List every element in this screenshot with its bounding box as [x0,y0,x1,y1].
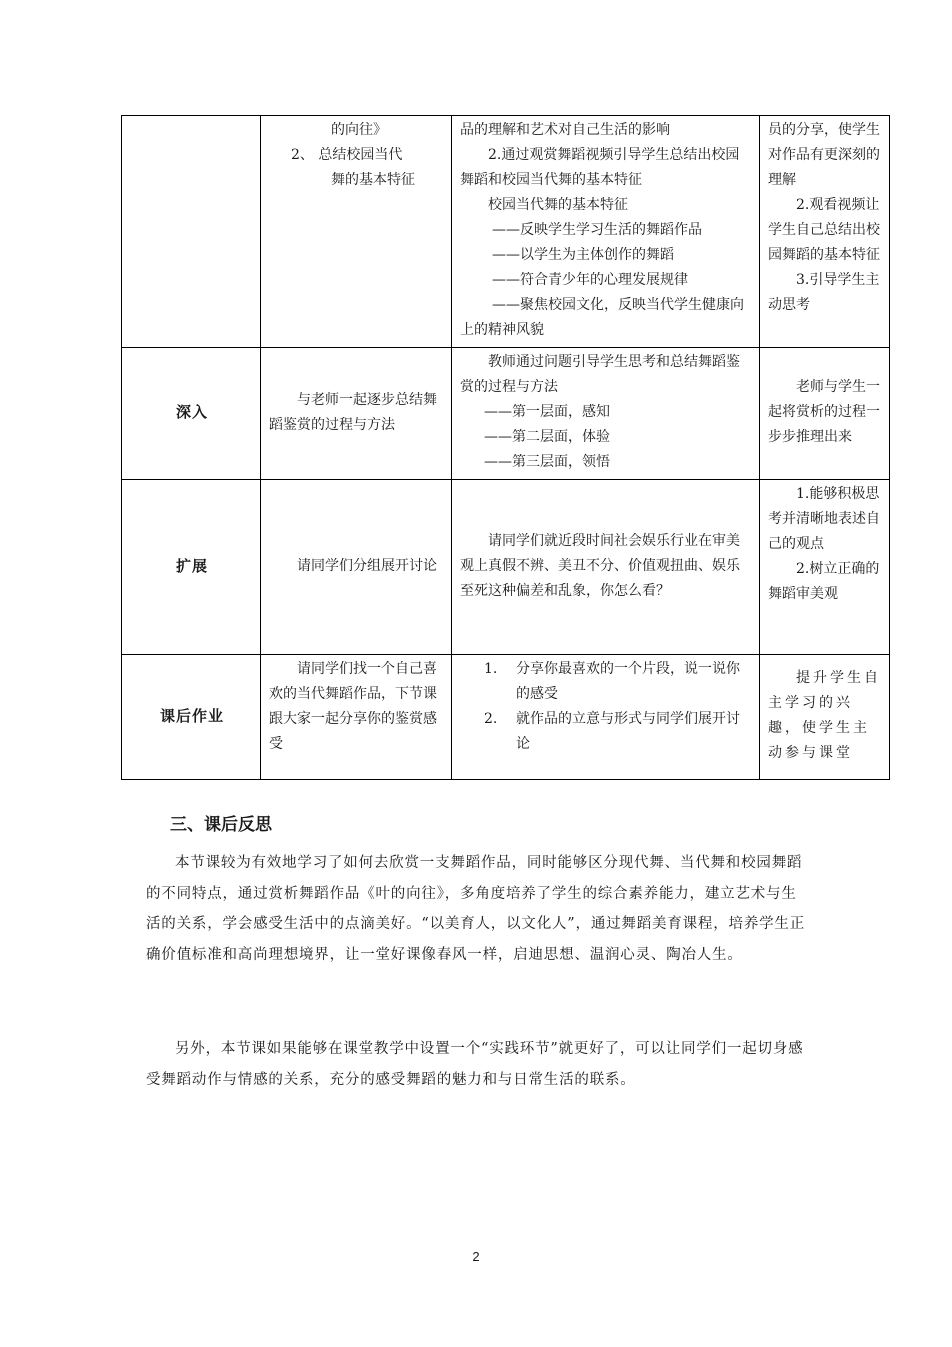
homework-item [460,657,753,707]
homework-item-text: 就作品的立意与形式与同学们展开讨论 [516,711,740,752]
student-activity-cell: 请同学们分组展开讨论 [261,480,452,655]
design-intent-cell: 提升学生自主学习的兴趣，使学生主动参与课堂 [760,655,890,780]
teacher-line: 2.通过观赏舞蹈视频引导学生总结出校园舞蹈和校园当代舞的基本特征 [460,147,740,188]
teacher-bullet: ——第一层面，感知 [484,404,610,420]
teacher-activity-cell: 请同学们就近段时间社会娱乐行业在审美观上真假不辨、美丑不分、价值观扭曲、娱乐至死这种偏差和乱象，你怎么看？ [452,480,760,655]
teacher-activity-cell [452,348,760,480]
student-activity-cell: 请同学们找一个自己喜欢的当代舞蹈作品，下节课跟大家一起分享你的鉴赏感受 [261,655,452,780]
student-activity-cell [261,116,452,348]
stage-cell: 扩展 [122,480,261,655]
design-intent-cell [760,480,890,655]
teacher-bullet: ——聚焦校园文化，反映当代学生健康向上的精神风貌 [460,297,744,338]
table-row [122,116,890,348]
intent-line: 2.树立正确的舞蹈审美观 [768,561,880,602]
teacher-activity-cell [452,116,760,348]
stage-cell: 深入 [122,348,261,480]
teacher-activity-cell [452,655,760,780]
student-line: 舞的基本特征 [331,172,415,188]
table-row [122,348,890,480]
homework-item-number: 1. [484,661,498,677]
teacher-bullet: ——第二层面，体验 [484,429,610,445]
intent-line: 员的分享，使学生对作品有更深刻的理解 [768,122,880,188]
design-intent-cell: 老师与学生一起将赏析的过程一步步推理出来 [760,348,890,480]
homework-item [460,707,753,757]
teacher-bullet: ——符合青少年的心理发展规律 [492,272,688,288]
intent-line: 1.能够积极思考并清晰地表述自己的观点 [768,486,880,552]
student-activity-cell: 与老师一起逐步总结舞蹈鉴赏的过程与方法 [261,348,452,480]
table-row [122,655,890,780]
teacher-subtitle: 校园当代舞的基本特征 [488,197,628,213]
stage-cell: 课后作业 [122,655,261,780]
teacher-bullet: ——以学生为主体创作的舞蹈 [492,247,674,263]
section-heading: 三、课后反思 [170,815,272,835]
student-line: 的向往》 [331,122,387,138]
teacher-bullet: ——第三层面，领悟 [484,454,610,470]
student-line: 2、 总结校园当代 [291,147,403,163]
page-number: 2 [472,1249,480,1264]
intent-line: 2.观看视频让学生自己总结出校园舞蹈的基本特征 [768,197,880,263]
teacher-line: 品的理解和艺术对自己生活的影响 [460,122,670,138]
reflection-paragraph: 本节课较为有效地学习了如何去欣赏一支舞蹈作品，同时能够区分现代舞、当代舞和校园舞蹈的不同特点，通过赏析舞蹈作品《叶的向往》，多角度培养了学生的综合素养能力，建立艺术与生活的关系，学会感受生活中的点滴美好。“以美育人，以文化人”，通过舞蹈美育课程，培养学生正确价值标准和高尚理想境界，让一堂好课像春风一样，启迪思想、温润心灵、陶冶人生。 [146,855,806,963]
teacher-bullet: ——反映学生学习生活的舞蹈作品 [492,222,702,238]
reflection-paragraph: 另外，本节课如果能够在课堂教学中设置一个“实践环节”就更好了，可以让同学们一起切身感受舞蹈动作与情感的关系，充分的感受舞蹈的魅力和与日常生活的联系。 [146,1041,804,1088]
homework-item-number: 2. [484,711,498,727]
table-row [122,480,890,655]
stage-cell [122,116,261,348]
intent-line: 3.引导学生主动思考 [768,272,880,313]
homework-item-text: 分享你最喜欢的一个片段，说一说你的感受 [516,661,740,702]
teacher-line: 教师通过问题引导学生思考和总结舞蹈鉴赏的过程与方法 [460,354,740,395]
lesson-plan-table [121,115,890,780]
design-intent-cell [760,116,890,348]
